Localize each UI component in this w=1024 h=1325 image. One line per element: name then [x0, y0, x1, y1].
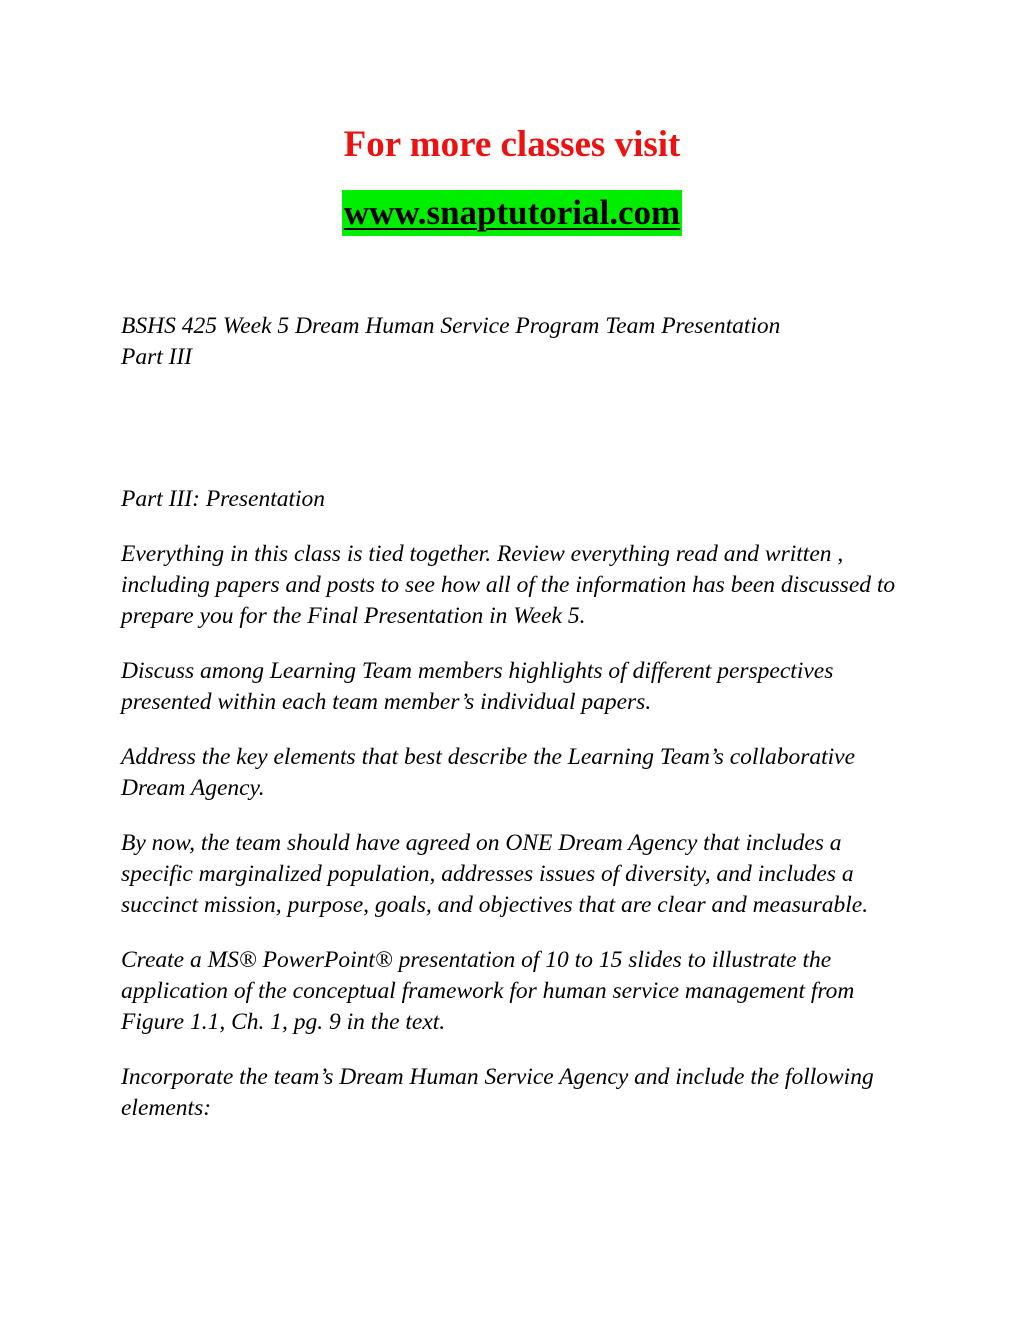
- paragraph: Incorporate the team’s Dream Human Service Agency and include the following elements:: [121, 1064, 874, 1121]
- document-title: [121, 311, 911, 373]
- document-body: [121, 311, 911, 1148]
- paragraph: Create a MS® PowerPoint® presentation of 10 to 15 slides to illustrate the application of the conceptual framework for human service management from Figure 1.1, Ch. 1, pg. 9 in the text.: [121, 947, 855, 1035]
- promo-title: For more classes visit: [343, 124, 681, 165]
- paragraph: Address the key elements that best describe the Learning Team’s collaborative Dream Agency.: [121, 744, 856, 801]
- promo-link-container: [0, 190, 1024, 236]
- document-title-line-2: Part III: [121, 344, 193, 370]
- document-title-line-1: BSHS 425 Week 5 Dream Human Service Program Team Presentation: [121, 313, 781, 339]
- paragraph: By now, the team should have agreed on ONE Dream Agency that includes a specific marginalized population, addresses issues of diversity, and includes a succinct mission, purpose, goals, and objectives that are clear and measurable.: [121, 830, 869, 918]
- paragraph: Discuss among Learning Team members highlights of different perspectives presented within each team member’s individual papers.: [121, 658, 834, 715]
- paragraph: Everything in this class is tied together. Review everything read and written , including papers and posts to see how all of the information has been discussed to prepare you for the Final Presentation in Week 5.: [121, 541, 896, 629]
- promo-link[interactable]: www.snaptutorial.com: [342, 190, 682, 236]
- section-heading: Part III: Presentation: [121, 486, 326, 512]
